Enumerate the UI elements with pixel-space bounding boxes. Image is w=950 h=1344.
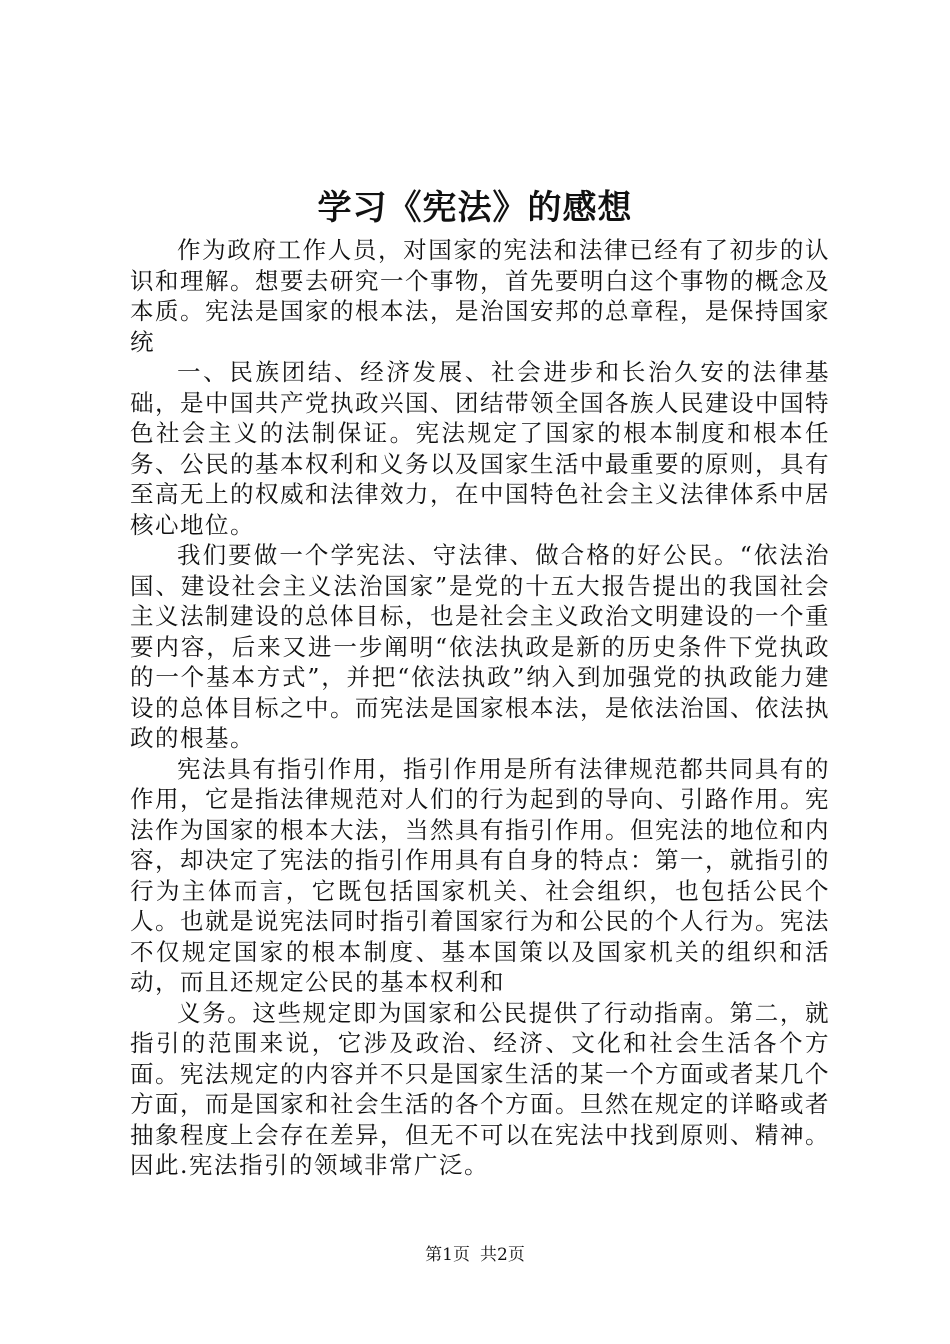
page-total: 共2页 [480, 1245, 525, 1265]
page-number: 第1页 [425, 1245, 470, 1265]
document-body [130, 235, 830, 1181]
document-title: 学习《宪法》的感想 [317, 188, 633, 228]
paragraph-2: 一、民族团结、经济发展、社会进步和长治久安的法律基础，是中国共产党执政兴国、团结带领全国各族人民建设中国特色社会主义的法制保证。宪法规定了国家的根本制度和根本任务、公民的基本权利和义务以及国家生活中最重要的原则，具有至高无上的权威和法律效力，在中国特色社会主义法律体系中居核心地位。 [130, 358, 830, 539]
paragraph-5: 义务。这些规定即为国家和公民提供了行动指南。第二，就指引的范围来说，它涉及政治、经济、文化和社会生活各个方面。宪法规定的内容并不只是国家生活的某一个方面或者某几个方面，而是国家和社会生活的各个方面。旦然在规定的详略或者抽象程度上会存在差异，但无不可以在宪法中找到原则、精神。因此.宪法指引的领域非常广泛。 [130, 998, 830, 1179]
page-footer [0, 1243, 950, 1267]
paragraph-4: 宪法具有指引作用，指引作用是所有法律规范都共同具有的作用，它是指法律规范对人们的行为起到的导向、引路作用。宪法作为国家的根本大法，当然具有指引作用。但宪法的地位和内容，却决定了宪法的指引作用具有自身的特点：第一，就指引的行为主体而言，它既包括国家机关、社会组织，也包括公民个人。也就是说宪法同时指引着国家行为和公民的个人行为。宪法不仅规定国家的根本制度、基本国策以及国家机关的组织和活动，而且还规定公民的基本权利和 [130, 754, 830, 996]
paragraph-3: 我们要做一个学宪法、守法律、做合格的好公民。“依法治国、建设社会主义法治国家”是党的十五大报告提出的我国社会主义法制建设的总体目标，也是社会主义政治文明建设的一个重要内容，后来又进一步阐明“依法执政是新的历史条件下党执政的一个基本方式”，并把“依法执政”纳入到加强党的执政能力建设的总体目标之中。而宪法是国家根本法，是依法治国、依法执政的根基。 [130, 541, 830, 752]
paragraph-1: 作为政府工作人员，对国家的宪法和法律已经有了初步的认识和理解。想要去研究一个事物，首先要明白这个事物的概念及本质。宪法是国家的根本法，是治国安邦的总章程，是保持国家统 [130, 236, 830, 356]
